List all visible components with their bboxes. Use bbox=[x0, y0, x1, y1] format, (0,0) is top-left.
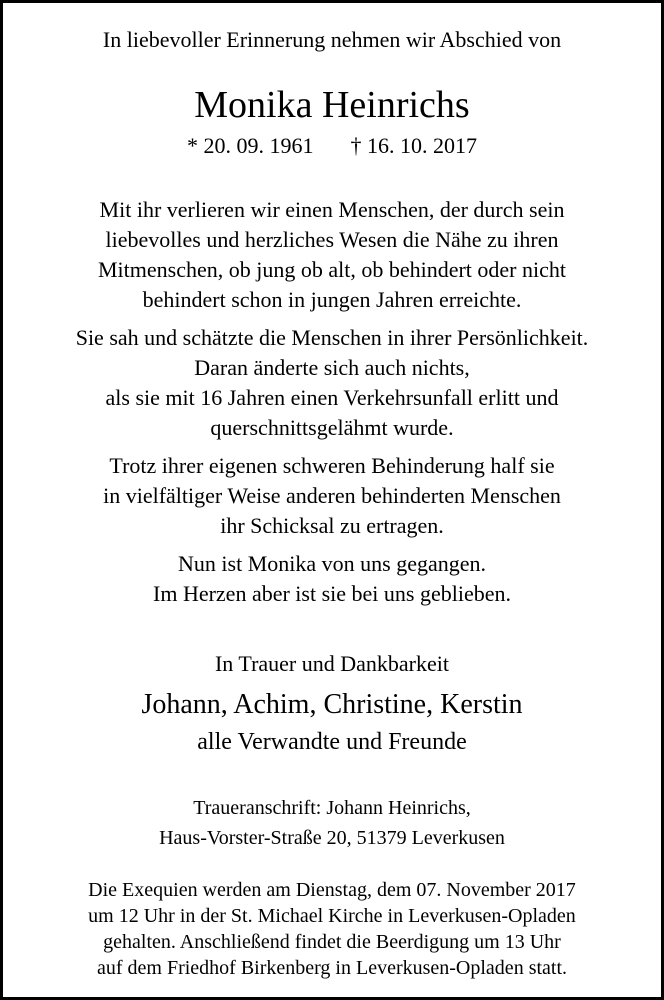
text-line: Daran änderte sich auch nichts, bbox=[194, 355, 470, 380]
text-line: ihr Schicksal zu ertragen. bbox=[220, 513, 444, 538]
service-line: Die Exequien werden am Dienstag, dem 07. November 2017 bbox=[88, 879, 576, 901]
mourning-line: In Trauer und Dankbarkeit bbox=[214, 651, 449, 676]
paragraph-2 bbox=[3, 323, 661, 443]
relatives-line: alle Verwandte und Freunde bbox=[197, 729, 467, 755]
text-line: Mit ihr verlieren wir einen Menschen, der durch sein bbox=[99, 197, 565, 222]
service-details bbox=[3, 877, 661, 981]
family-names: Johann, Achim, Christine, Kerstin bbox=[141, 689, 523, 720]
service-line: auf dem Friedhof Birkenberg in Leverkusen-Opladen statt. bbox=[96, 957, 568, 979]
paragraph-4 bbox=[3, 549, 661, 609]
text-line: Mitmenschen, ob jung ob alt, ob behindert oder nicht bbox=[97, 257, 566, 282]
text-line: querschnittsgelähmt wurde. bbox=[210, 415, 454, 440]
birth-symbol: * bbox=[187, 133, 198, 158]
text-line: liebevolles und herzliches Wesen die Nähe zu ihren bbox=[105, 227, 559, 252]
text-line: in vielfältiger Weise anderen behinderten Menschen bbox=[103, 483, 561, 508]
text-line: behindert schon in jungen Jahren erreichte. bbox=[142, 287, 522, 312]
life-dates bbox=[3, 133, 661, 159]
address-line: Haus-Vorster-Straße 20, 51379 Leverkusen bbox=[159, 827, 505, 849]
address-line: Traueranschrift: Johann Heinrichs, bbox=[193, 797, 471, 819]
paragraph-1 bbox=[3, 195, 661, 315]
paragraph-3 bbox=[3, 451, 661, 541]
death-date: 16. 10. 2017 bbox=[367, 133, 477, 158]
text-line: Im Herzen aber ist sie bei uns geblieben. bbox=[153, 581, 511, 606]
text-line: Nun ist Monika von uns gegangen. bbox=[178, 551, 486, 576]
text-line: Trotz ihrer eigenen schweren Behinderung half sie bbox=[109, 453, 555, 478]
mourning-address bbox=[3, 793, 661, 853]
text-line: als sie mit 16 Jahren einen Verkehrsunfall erlitt und bbox=[105, 385, 559, 410]
service-line: gehalten. Anschließend findet die Beerdigung um 13 Uhr bbox=[103, 931, 561, 953]
death-symbol: † bbox=[350, 133, 362, 158]
deceased-name: Monika Heinrichs bbox=[194, 84, 470, 126]
text-line: Sie sah und schätzte die Menschen in ihrer Persönlichkeit. bbox=[75, 325, 589, 350]
service-line: um 12 Uhr in der St. Michael Kirche in Leverkusen-Opladen bbox=[88, 905, 576, 927]
birth-date: 20. 09. 1961 bbox=[203, 133, 314, 158]
intro-line: In liebevoller Erinnerung nehmen wir Abschied von bbox=[102, 27, 562, 52]
